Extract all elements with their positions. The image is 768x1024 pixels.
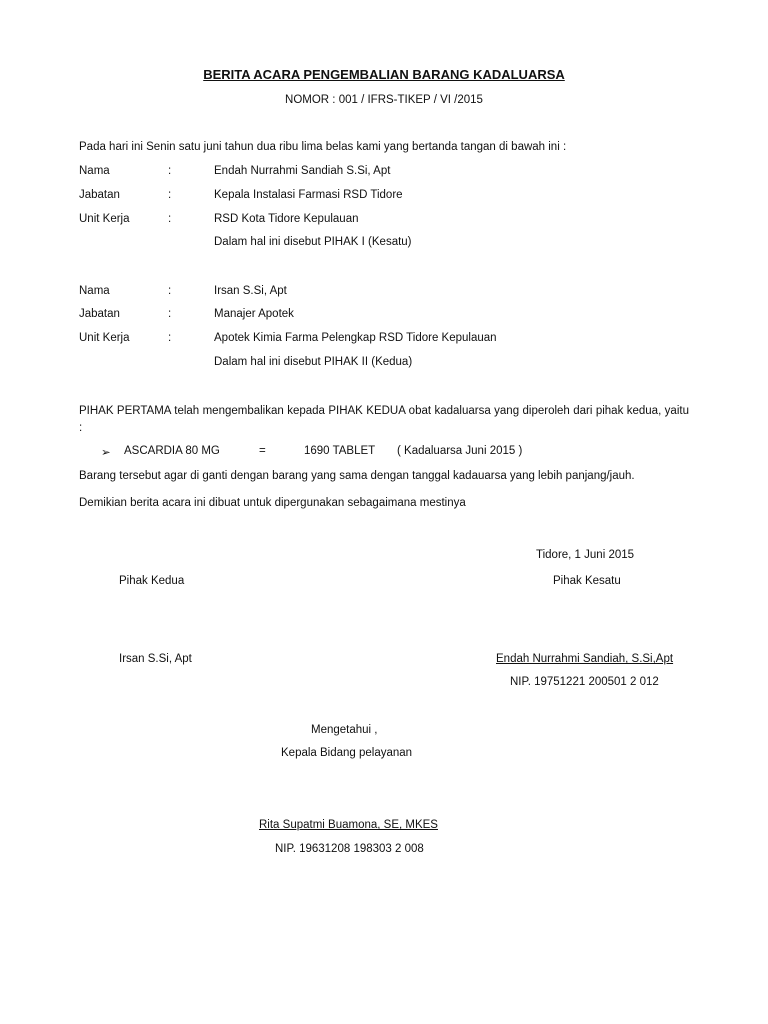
right-signatory-nip: NIP. 19751221 200501 2 012 — [510, 676, 659, 688]
pihak2-unit: Apotek Kimia Farma Pelengkap RSD Tidore Kepulauan — [214, 332, 497, 344]
document-title: BERITA ACARA PENGEMBALIAN BARANG KADALUARSA — [203, 67, 565, 82]
bullet-arrow-icon: ➢ — [101, 447, 111, 459]
left-role: Pihak Kedua — [119, 575, 185, 587]
pihak1-unit-colon: : — [168, 213, 172, 225]
pihak1-nama: Endah Nurrahmi Sandiah S.Si, Apt — [214, 165, 391, 177]
right-signatory-name: Endah Nurrahmi Sandiah, S.Si,Apt — [496, 653, 674, 665]
statement-text-2: obat kadaluarsa yang diperoleh dari pihak kedua, yaitu : — [79, 405, 689, 434]
acknowledger-role: Kepala Bidang pelayanan — [281, 747, 413, 759]
acknowledger-name: Rita Supatmi Buamona, SE, MKES — [259, 819, 438, 831]
statement-text-1: telah mengembalikan kepada — [170, 405, 329, 417]
pihak1-jabatan-label: Jabatan — [79, 189, 120, 201]
pihak2-jabatan-label: Jabatan — [79, 308, 120, 320]
right-role: Pihak Kesatu — [553, 575, 621, 587]
pihak1-jabatan-colon: : — [168, 189, 172, 201]
pihak1-jabatan: Kepala Instalasi Farmasi RSD Tidore — [214, 189, 403, 201]
left-signatory-name: Irsan S.Si, Apt — [119, 653, 192, 665]
paragraph-replacement: Barang tersebut agar di ganti dengan barang yang sama dengan tanggal kadauarsa yang lebih panjang/jauh. — [79, 470, 635, 482]
item-note: ( Kadaluarsa Juni 2015 ) — [397, 445, 523, 457]
item-quantity: 1690 TABLET — [304, 445, 376, 457]
pihak2-jabatan: Manajer Apotek — [214, 308, 294, 320]
pihak1-unit: RSD Kota Tidore Kepulauan — [214, 213, 359, 225]
statement-paragraph — [79, 403, 689, 437]
place-date: Tidore, 1 Juni 2015 — [536, 549, 635, 561]
item-equals: = — [259, 445, 266, 457]
item-name: ASCARDIA 80 MG — [124, 445, 220, 457]
document-number: NOMOR : 001 / IFRS-TIKEP / VI /2015 — [285, 94, 483, 106]
acknowledged-label: Mengetahui , — [311, 724, 378, 736]
pihak1-sebut: Dalam hal ini disebut PIHAK I (Kesatu) — [214, 236, 412, 248]
pihak2-nama-colon: : — [168, 285, 172, 297]
pihak2-unit-label: Unit Kerja — [79, 332, 130, 344]
paragraph-closing: Demikian berita acara ini dibuat untuk dipergunakan sebagaimana mestinya — [79, 497, 466, 509]
pihak2-sebut: Dalam hal ini disebut PIHAK II (Kedua) — [214, 356, 413, 368]
intro-text: Pada hari ini Senin satu juni tahun dua ribu lima belas kami yang bertanda tangan di bawah ini : — [79, 141, 567, 153]
pihak2-nama-label: Nama — [79, 285, 110, 297]
pihak-kedua-text: PIHAK KEDUA — [328, 405, 406, 417]
pihak-pertama-text: PIHAK PERTAMA — [79, 405, 171, 417]
pihak2-jabatan-colon: : — [168, 308, 172, 320]
pihak1-unit-label: Unit Kerja — [79, 213, 130, 225]
pihak1-nama-colon: : — [168, 165, 172, 177]
pihak2-unit-colon: : — [168, 332, 172, 344]
acknowledger-nip: NIP. 19631208 198303 2 008 — [275, 843, 424, 855]
pihak1-nama-label: Nama — [79, 165, 110, 177]
pihak2-nama: Irsan S.Si, Apt — [214, 285, 287, 297]
